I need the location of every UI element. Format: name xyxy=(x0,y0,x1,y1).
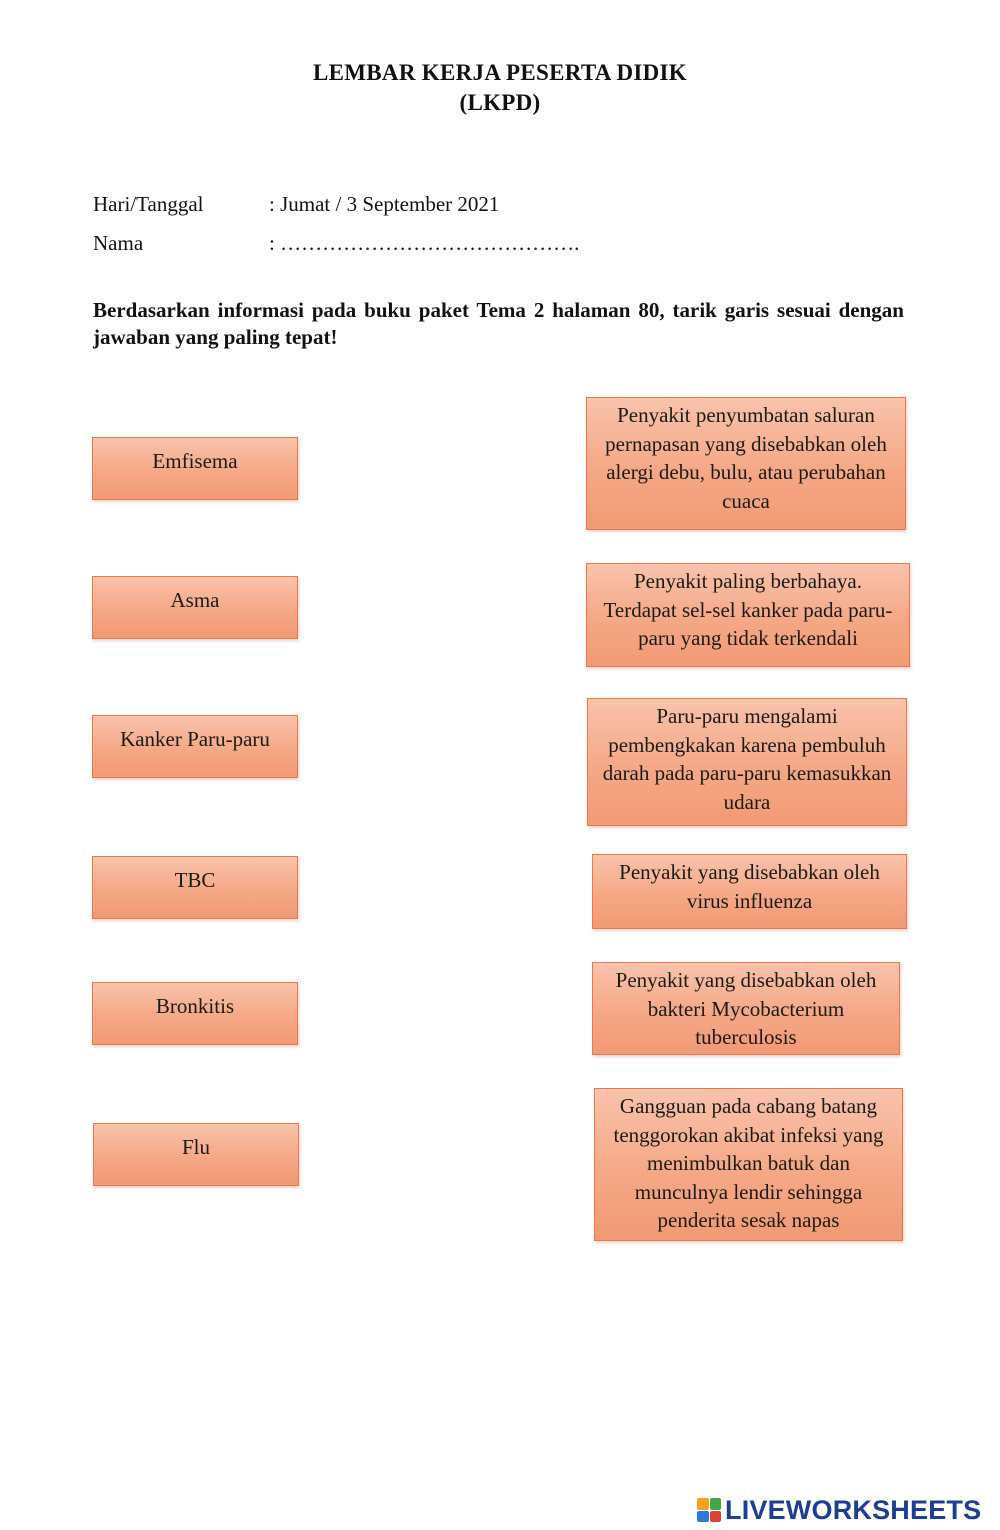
definition-box-4[interactable] xyxy=(592,854,907,929)
logo-text: LIVEWORKSHEETS xyxy=(725,1494,982,1525)
definition-box-6[interactable] xyxy=(594,1088,903,1241)
term-box-kanker-paru-paru[interactable] xyxy=(92,715,298,778)
definition-box-3[interactable] xyxy=(587,698,907,826)
term-label: Emfisema xyxy=(152,449,238,473)
definition-text: Penyakit yang disebabkan oleh bakteri Mycobacterium tuberculosis xyxy=(615,968,877,1049)
worksheet-title: LEMBAR KERJA PESERTA DIDIK xyxy=(313,60,687,85)
definition-text: Penyakit paling berbahaya. Terdapat sel-sel kanker pada paru-paru yang tidak terkendali xyxy=(603,569,893,650)
definition-box-5[interactable] xyxy=(592,962,900,1055)
definition-text: Penyakit penyumbatan saluran pernapasan yang disebabkan oleh alergi debu, bulu, atau perubahan cuaca xyxy=(605,403,887,513)
definition-text: Gangguan pada cabang batang tenggorokan akibat infeksi yang menimbulkan batuk dan munculnya lendir sehingga penderita sesak napas xyxy=(613,1094,884,1232)
date-value: : Jumat / 3 September 2021 xyxy=(269,192,500,216)
term-box-emfisema[interactable] xyxy=(92,437,298,500)
term-box-bronkitis[interactable] xyxy=(92,982,298,1045)
date-label: Hari/Tanggal xyxy=(93,192,204,216)
term-box-asma[interactable] xyxy=(92,576,298,639)
instruction-text: Berdasarkan informasi pada buku paket Tema 2 halaman 80, tarik garis sesuai dengan jawaban yang paling tepat! xyxy=(93,298,904,349)
name-label: Nama xyxy=(93,231,144,255)
term-label: Flu xyxy=(181,1135,210,1159)
term-box-tbc[interactable] xyxy=(92,856,298,919)
term-box-flu[interactable] xyxy=(93,1123,299,1186)
term-label: Bronkitis xyxy=(155,994,235,1018)
liveworksheets-logo-icon xyxy=(697,1498,721,1522)
definition-box-1[interactable] xyxy=(586,397,906,530)
worksheet-subtitle: (LKPD) xyxy=(459,90,541,115)
term-label: TBC xyxy=(174,868,216,892)
definition-box-2[interactable] xyxy=(586,563,910,667)
liveworksheets-logo xyxy=(697,1493,981,1527)
term-label: Kanker Paru-paru xyxy=(120,727,270,751)
term-label: Asma xyxy=(170,588,220,612)
name-field[interactable]: : ……………………………………. xyxy=(269,231,580,255)
definition-text: Penyakit yang disebabkan oleh virus influenza xyxy=(619,860,880,913)
definition-text: Paru-paru mengalami pembengkakan karena pembuluh darah pada paru-paru kemasukkan udara xyxy=(602,704,892,814)
